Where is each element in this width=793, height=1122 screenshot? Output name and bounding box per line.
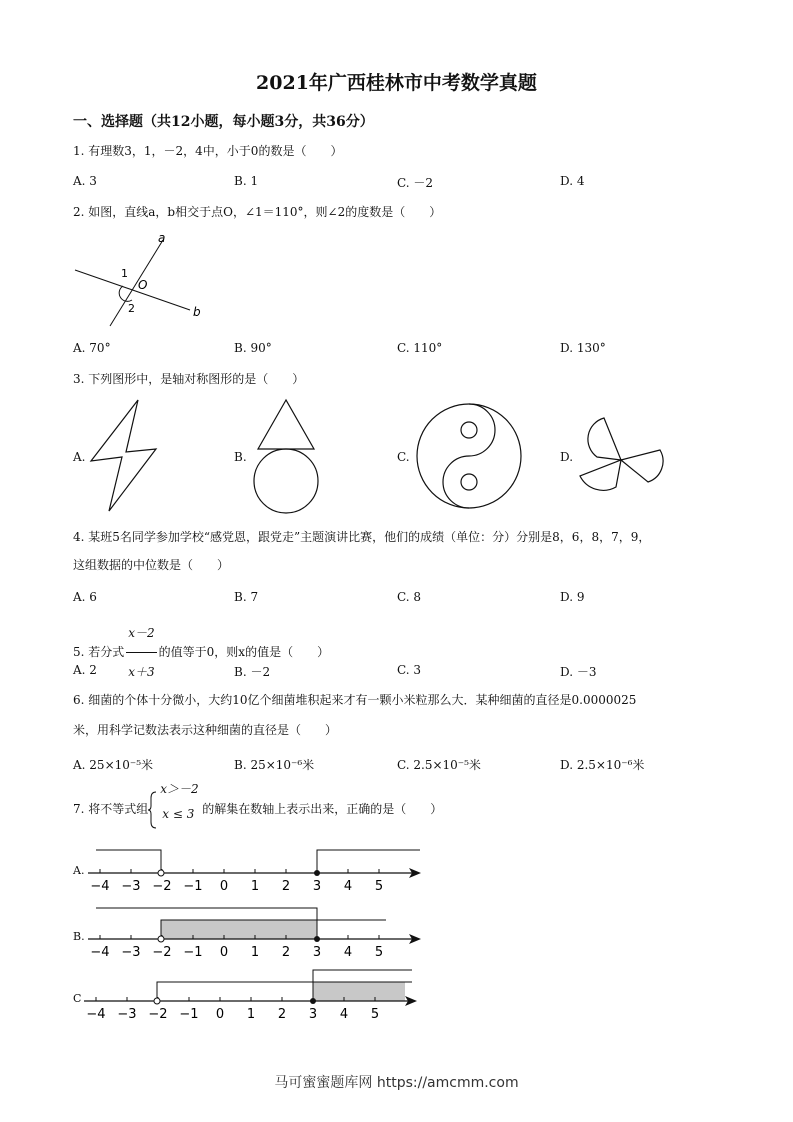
open-dot — [158, 870, 164, 876]
intersecting-lines-figure — [65, 228, 215, 328]
tick-label: 3 — [312, 945, 322, 960]
tick-label: −1 — [179, 1007, 199, 1022]
label-angle-1: 1 — [121, 267, 128, 280]
q6-option-a: A. 25×10⁻⁵米 — [73, 758, 154, 772]
open-dot — [158, 936, 164, 942]
tick-label: 1 — [250, 879, 260, 894]
tick-label: −4 — [90, 945, 110, 960]
tick-label: −4 — [86, 1007, 106, 1022]
q1-option-c: C. －2 — [397, 176, 434, 190]
q5-prefix: 5. 若分式 — [73, 645, 125, 659]
q6-option-d: D. 2.5×10⁻⁶米 — [560, 758, 645, 772]
q7-option-a: A. — [73, 864, 85, 877]
closed-dot — [310, 998, 316, 1004]
q5-option-d: D. －3 — [560, 665, 597, 679]
line-a — [110, 240, 163, 326]
q7-inequality-2: x ≤ 3 — [162, 806, 195, 821]
closed-dot — [314, 936, 320, 942]
q7-suffix: 的解集在数轴上表示出来，正确的是（ ） — [202, 802, 443, 816]
triangle-circle-figure — [248, 396, 328, 518]
number-line-a — [88, 840, 428, 896]
label-angle-2: 2 — [128, 302, 135, 315]
tick-label: 3 — [308, 1007, 318, 1022]
tick-label: −3 — [121, 945, 141, 960]
label-o: O — [138, 278, 148, 292]
tick-label: 3 — [312, 879, 322, 894]
q5-denominator: x＋3 — [128, 665, 155, 679]
tick-label: 5 — [370, 1007, 380, 1022]
tick-label: −2 — [152, 945, 172, 960]
q7-option-c: C — [73, 992, 82, 1005]
yin-yang-figure — [412, 400, 526, 512]
number-line-c — [84, 962, 428, 1024]
brace-icon — [148, 791, 158, 829]
q3-option-a: A. — [73, 450, 86, 464]
tick-label: 2 — [281, 879, 291, 894]
q5-option-b: B. －2 — [234, 665, 271, 679]
tick-label: 4 — [343, 945, 353, 960]
closed-dot — [314, 870, 320, 876]
tick-label: 1 — [246, 1007, 256, 1022]
tick-label: 5 — [374, 879, 384, 894]
q4-option-d: D. 9 — [560, 590, 585, 604]
tick-label: 4 — [343, 879, 353, 894]
lightning-bolt-figure — [88, 397, 160, 515]
shaded-region — [161, 920, 317, 939]
q5-fraction — [126, 614, 156, 691]
q1-option-a: A. 3 — [73, 174, 97, 188]
label-a: a — [158, 231, 166, 245]
tick-label: −1 — [183, 945, 203, 960]
q2-option-b: B. 90° — [234, 341, 272, 355]
tick-label: 2 — [281, 945, 291, 960]
shaded-region — [313, 982, 405, 1001]
page-title: 2021年广西桂林市中考数学真题 — [256, 72, 537, 94]
tick-label: −2 — [152, 879, 172, 894]
tick-label: −3 — [121, 879, 141, 894]
q1-option-b: B. 1 — [234, 174, 259, 188]
tick-label: −1 — [183, 879, 203, 894]
question-3: 3. 下列图形中，是轴对称图形的是（ ） — [73, 372, 305, 386]
q3-option-b: B. — [234, 450, 247, 464]
q5-numerator: x－2 — [126, 614, 156, 653]
q6-option-c: C. 2.5×10⁻⁵米 — [397, 758, 481, 772]
q2-option-d: D. 130° — [560, 341, 606, 355]
q7-inequality-1: x＞－2 — [160, 781, 199, 796]
number-line-b — [88, 900, 428, 962]
q3-option-c: C. — [397, 450, 410, 464]
tick-label: 4 — [339, 1007, 349, 1022]
q4-option-c: C. 8 — [397, 590, 422, 604]
tick-label: 2 — [277, 1007, 287, 1022]
label-b: b — [193, 305, 201, 319]
tick-label: −2 — [148, 1007, 168, 1022]
question-4-line-1: 4. 某班5名同学参加学校“感党恩，跟党走”主题演讲比赛，他们的成绩（单位：分）分别是8，6，8，7，9， — [73, 530, 651, 544]
q6-option-b: B. 25×10⁻⁶米 — [234, 758, 315, 772]
question-5 — [73, 614, 329, 691]
q5-option-c: C. 3 — [397, 663, 422, 677]
tick-label: 5 — [374, 945, 384, 960]
section-heading: 一、选择题（共12小题，每小题3分，共36分） — [73, 114, 374, 130]
q3-option-d: D. — [560, 450, 574, 464]
tick-label: −3 — [117, 1007, 137, 1022]
footer-watermark: 马可蜜蜜题库网 https://amcmm.com — [274, 1075, 519, 1091]
q5-suffix: 的值等于0，则x的值是（ ） — [158, 645, 330, 659]
question-1: 1. 有理数3，1，－2，4中，小于0的数是（ ） — [73, 144, 343, 158]
question-4-line-2: 这组数据的中位数是（ ） — [73, 558, 230, 572]
question-6-line-2: 米，用科学记数法表示这种细菌的直径是（ ） — [73, 723, 338, 737]
tick-label: 0 — [219, 945, 229, 960]
q7-inequality-system — [148, 781, 202, 828]
q2-option-c: C. 110° — [397, 341, 443, 355]
tick-label: 0 — [219, 879, 229, 894]
q4-option-b: B. 7 — [234, 590, 259, 604]
open-dot — [154, 998, 160, 1004]
tick-label: −4 — [90, 879, 110, 894]
pinwheel-figure — [576, 410, 666, 498]
question-2: 2. 如图，直线a，b相交于点O，∠1＝110°，则∠2的度数是（ ） — [73, 205, 442, 219]
q7-prefix: 7. 将不等式组 — [73, 802, 149, 816]
q1-option-d: D. 4 — [560, 174, 585, 188]
tick-label: 1 — [250, 945, 260, 960]
q7-option-b: B. — [73, 930, 85, 943]
q2-option-a: A. 70° — [73, 341, 111, 355]
question-7 — [73, 781, 443, 830]
tick-label: 0 — [215, 1007, 225, 1022]
q4-option-a: A. 6 — [73, 590, 97, 604]
question-6-line-1: 6. 细菌的个体十分微小，大约10亿个细菌堆积起来才有一颗小米粒那么大．某种细菌的直径是0.0000025 — [73, 693, 637, 707]
q5-option-a: A. 2 — [73, 663, 97, 677]
